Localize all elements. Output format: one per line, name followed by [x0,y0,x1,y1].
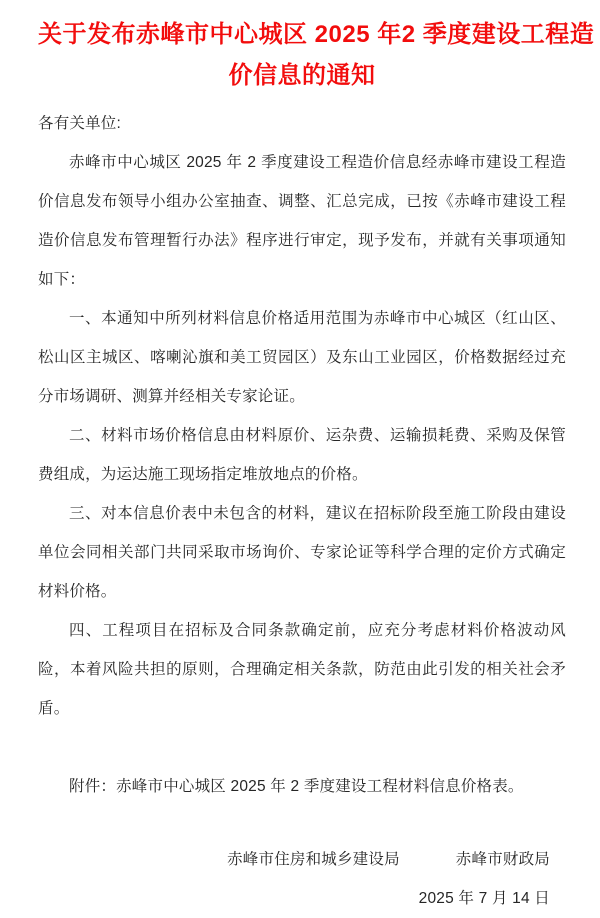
issue-date: 2025 年 7 月 14 日 [418,890,550,907]
paragraph-intro: 赤峰市中心城区 2025 年 2 季度建设工程造价信息经赤峰市建设工程造价信息发布领导小组办公室抽查、调整、汇总完成，已按《赤峰市建设工程造价信息发布管理暂行办法》程序进行审定，现予发布，并就有关事项通知如下： [38,154,566,288]
title-line-2: 价信息的通知 [228,62,376,89]
paragraph-item-4: 四、工程项目在招标及合同条款确定前，应充分考虑材料价格波动风险，本着风险共担的原则，合理确定相关条款，防范由此引发的相关社会矛盾。 [38,622,566,717]
document-title [38,14,595,96]
signature-row [38,840,566,879]
paragraph-item-3: 三、对本信息价表中未包含的材料，建议在招标阶段至施工阶段由建设单位会同相关部门共同采取市场询价、专家论证等科学合理的定价方式确定材料价格。 [38,505,566,600]
paragraph-item-2: 二、材料市场价格信息由材料原价、运杂费、运输损耗费、采购及保管费组成，为运达施工现场指定堆放地点的价格。 [38,427,566,483]
salutation: 各有关单位: [38,115,122,132]
signature-housing-bureau: 赤峰市住房和城乡建设局 [227,851,400,868]
title-line-1: 关于发布赤峰市中心城区 2025 年2 季度建设工程造 [38,21,595,48]
signature-finance-bureau: 赤峰市财政局 [455,851,550,868]
attachment-note: 附件：赤峰市中心城区 2025 年 2 季度建设工程材料信息价格表。 [69,778,524,795]
paragraph-item-1: 一、本通知中所列材料信息价格适用范围为赤峰市中心城区（红山区、松山区主城区、喀喇沁旗和美工贸园区）及东山工业园区，价格数据经过充分市场调研、测算并经相关专家论证。 [38,310,566,405]
